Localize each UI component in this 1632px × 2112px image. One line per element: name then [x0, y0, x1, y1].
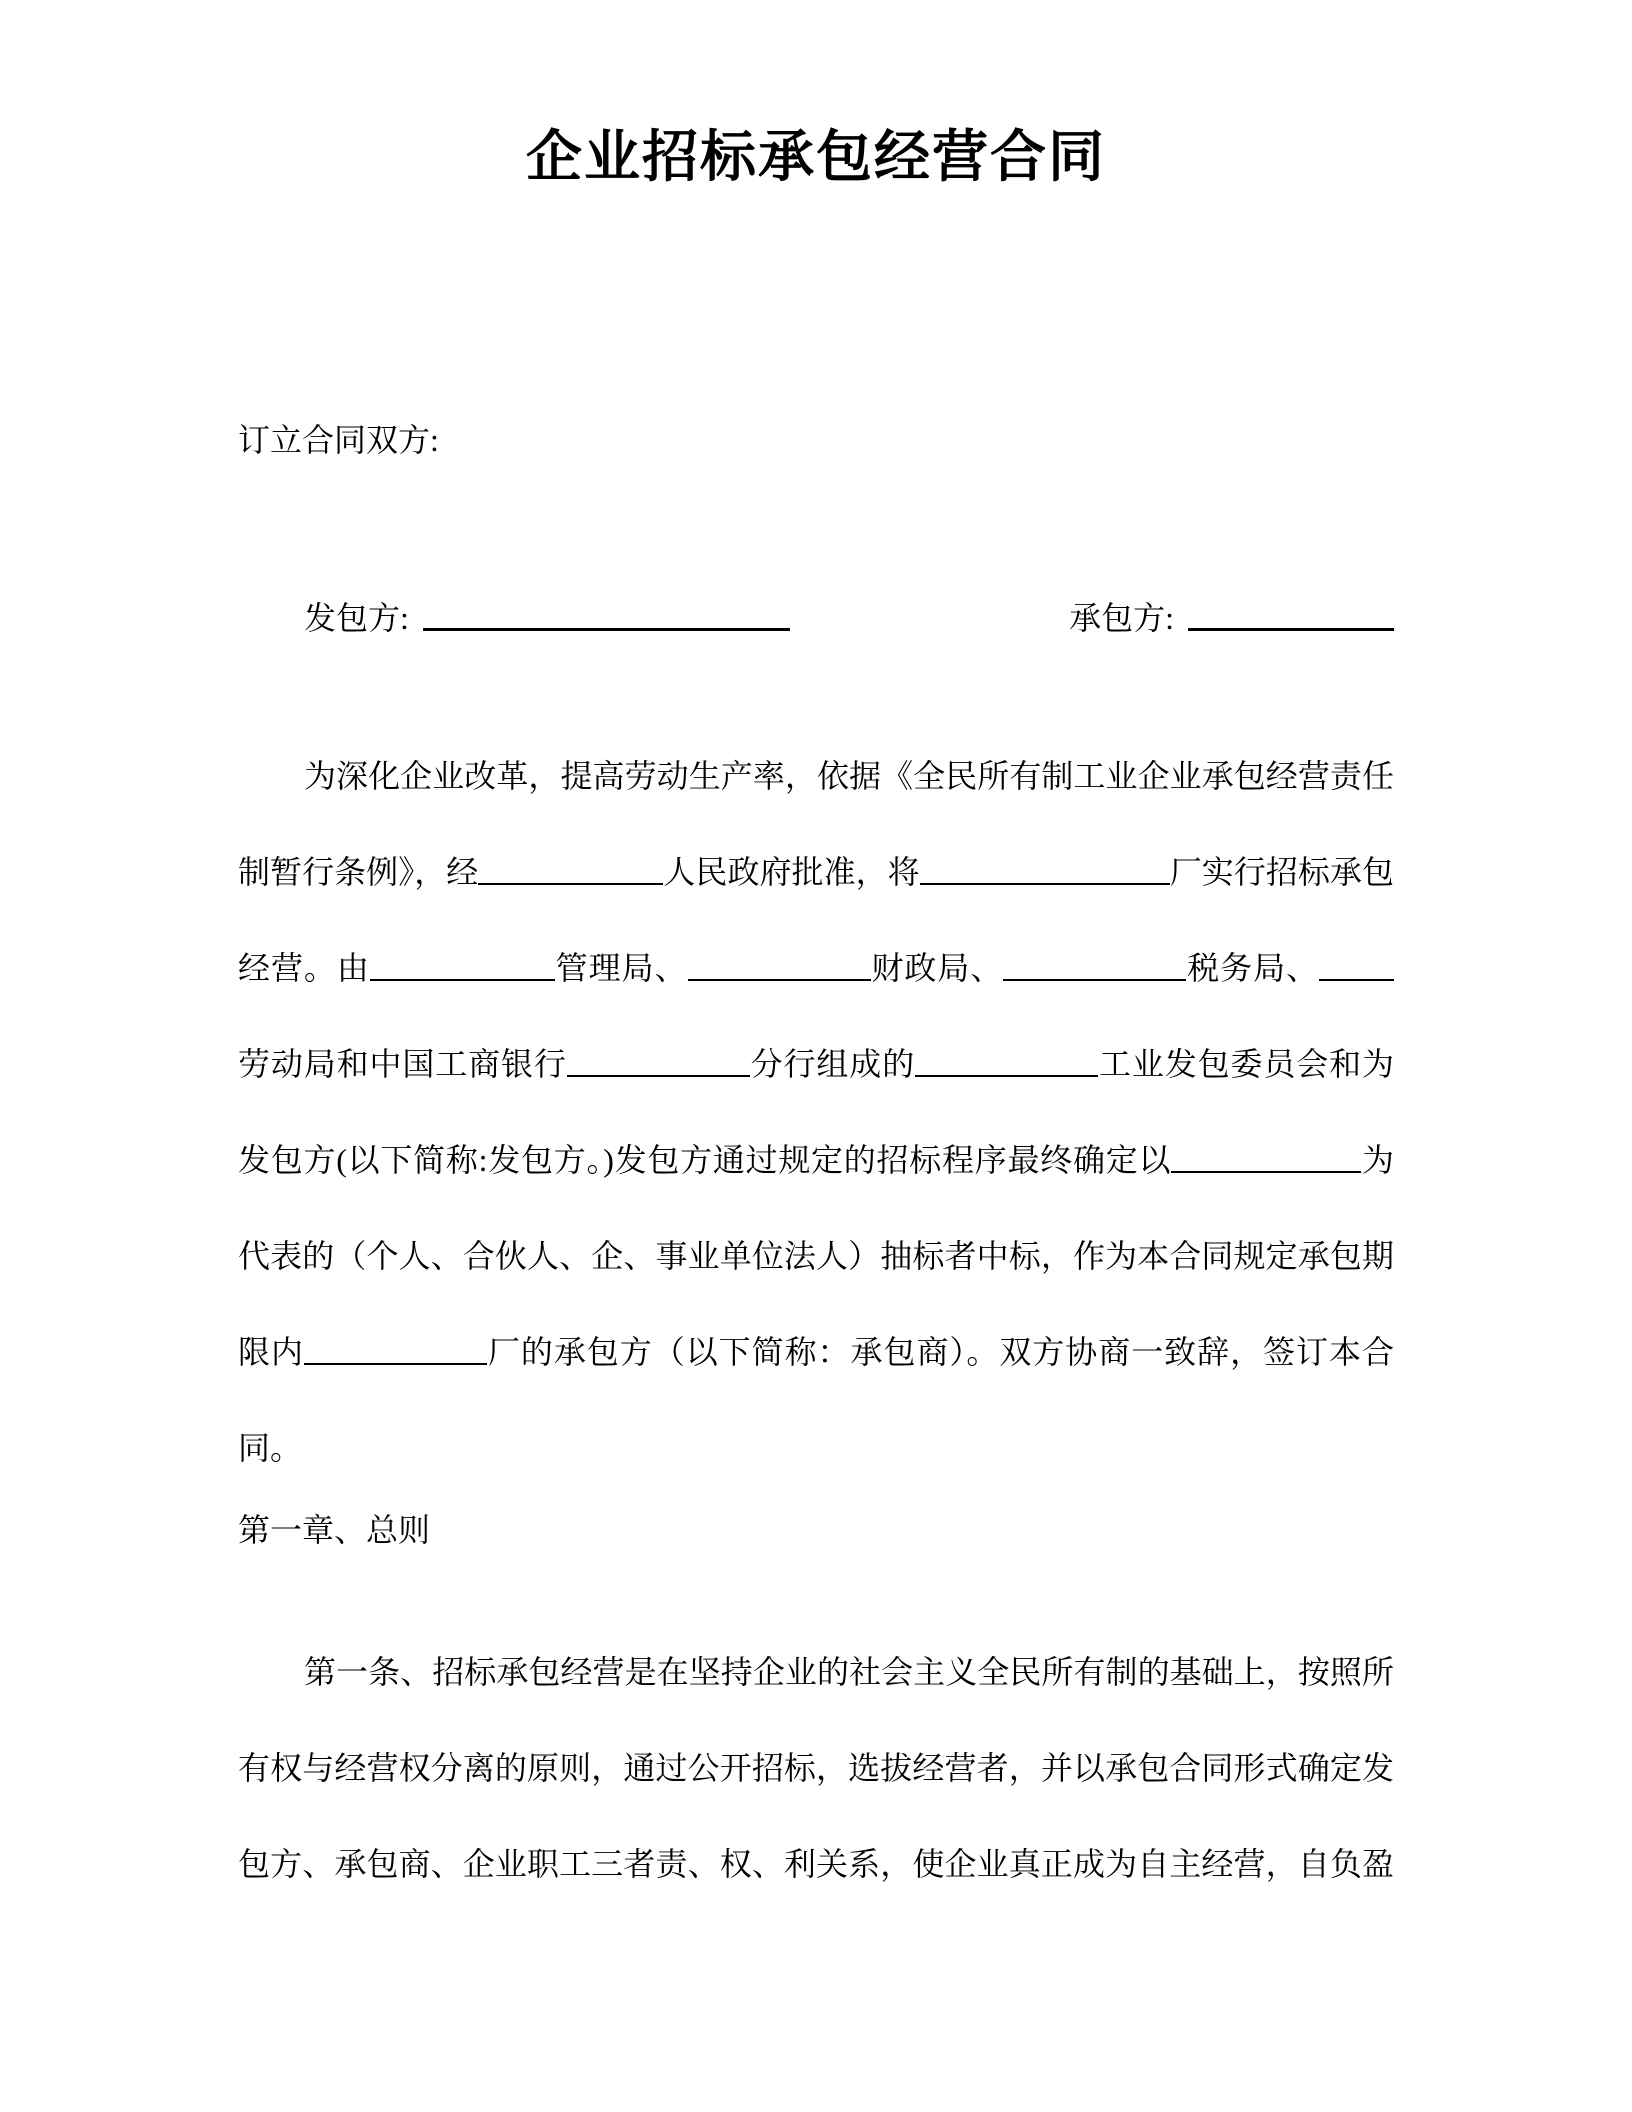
- text-segment: 包方、承包商、企业职工三者责、权、利关系，使企业真正成为自主经营，自负盈: [238, 1846, 1394, 1882]
- paragraph-line: [238, 1016, 1394, 1112]
- document-body: [238, 0, 1394, 1912]
- text-segment: 制暂行条例》，经: [238, 854, 479, 890]
- text-segment: 为: [1361, 1142, 1394, 1178]
- fill-in-blank-line: [478, 855, 663, 885]
- preamble-paragraph: [238, 728, 1394, 1496]
- text-segment: 工业发包委员会和为: [1098, 1046, 1394, 1082]
- fill-in-blank-line: [1003, 951, 1186, 981]
- paragraph-line: [238, 920, 1394, 1016]
- text-segment: 人民政府批准，将: [663, 854, 920, 890]
- party-b-blank-line: [1188, 601, 1394, 631]
- text-segment: 为深化企业改革，提高劳动生产率，依据《全民所有制工业企业承包经营责任: [304, 758, 1394, 794]
- text-segment: 厂的承包方（以下简称：承包商）。双方协商一致辞，签订本合: [486, 1334, 1394, 1370]
- paragraph-line: [238, 1208, 1394, 1304]
- text-segment: 代表的（个人、合伙人、企、事业单位法人）抽标者中标，作为本合同规定承包期: [238, 1238, 1394, 1274]
- fill-in-blank-line: [370, 951, 555, 981]
- fill-in-blank-line: [920, 855, 1170, 885]
- paragraph-line: [238, 1112, 1394, 1208]
- party-row: [238, 570, 1394, 666]
- text-segment: 税务局、: [1186, 950, 1319, 986]
- text-segment: 财政局、: [870, 950, 1004, 986]
- party-b-label: 承包方:: [1069, 600, 1174, 636]
- fill-in-blank-line: [688, 951, 871, 981]
- text-segment: 限内: [238, 1334, 304, 1370]
- text-segment: 经营。由: [238, 950, 370, 986]
- document-title: 企业招标承包经营合同: [526, 125, 1106, 188]
- paragraph-line: [238, 824, 1394, 920]
- party-a-label: 发包方:: [304, 600, 409, 636]
- party-a-group: [304, 570, 790, 666]
- chapter-1-heading: [238, 1482, 1394, 1578]
- intro-text: 订立合同双方:: [238, 422, 439, 458]
- text-segment: 有权与经营权分离的原则，通过公开招标，选拔经营者，并以承包合同形式确定发: [238, 1750, 1394, 1786]
- fill-in-blank-line: [1319, 951, 1394, 981]
- party-b-group: [1069, 570, 1394, 666]
- article-1-paragraph: [238, 1624, 1394, 1912]
- party-a-blank-line: [423, 601, 790, 631]
- text-segment: 分行组成的: [749, 1046, 916, 1082]
- text-segment: 同。: [238, 1430, 303, 1466]
- text-segment: 发包方(以下简称:发包方。)发包方通过规定的招标程序最终确定以: [238, 1142, 1172, 1178]
- paragraph-line: [238, 1624, 1394, 1720]
- paragraph-line: [238, 728, 1394, 824]
- text-segment: 第一条、招标承包经营是在坚持企业的社会主义全民所有制的基础上，按照所: [304, 1654, 1394, 1690]
- fill-in-blank-line: [304, 1335, 487, 1365]
- fill-in-blank-line: [915, 1047, 1098, 1077]
- fill-in-blank-line: [1171, 1143, 1361, 1173]
- text-segment: 劳动局和中国工商银行: [238, 1046, 567, 1082]
- fill-in-blank-line: [567, 1047, 750, 1077]
- paragraph-line: [238, 1816, 1394, 1912]
- intro-line: [238, 392, 1394, 488]
- paragraph-line: [238, 1304, 1394, 1400]
- text-segment: 管理局、: [554, 950, 688, 986]
- chapter-1-heading-text: 第一章、总则: [238, 1512, 431, 1548]
- paragraph-line: [238, 1720, 1394, 1816]
- text-segment: 厂实行招标承包: [1169, 854, 1394, 890]
